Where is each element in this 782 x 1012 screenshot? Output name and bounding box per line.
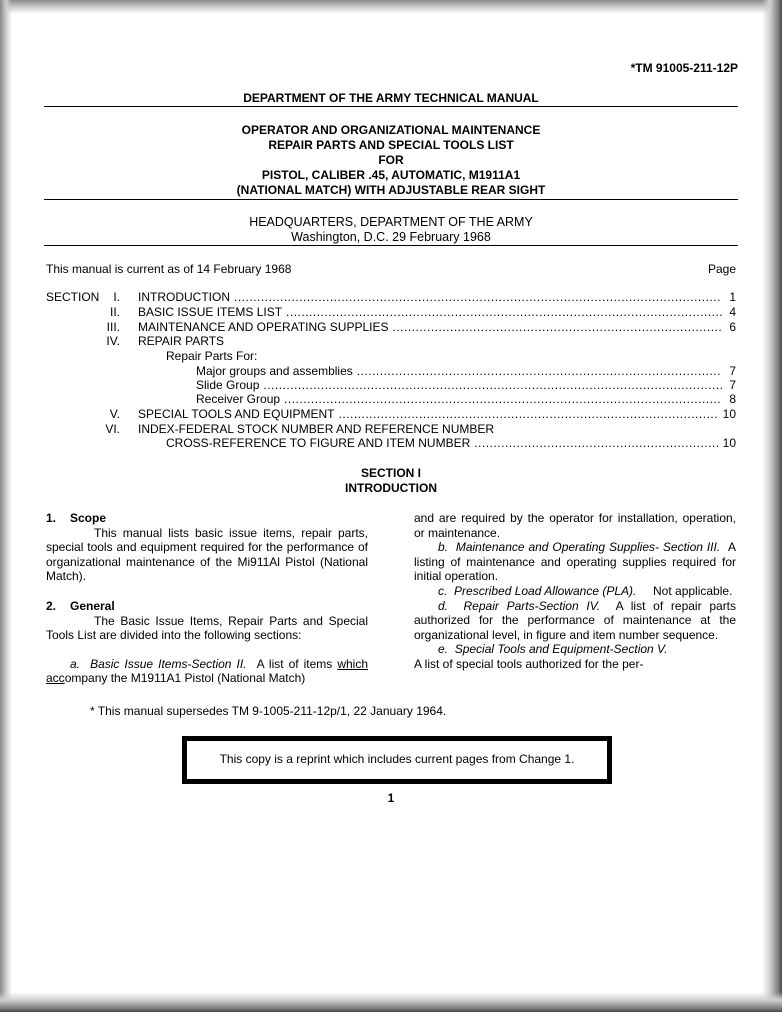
title-line: OPERATOR AND ORGANIZATIONAL MAINTENANCE bbox=[241, 123, 541, 137]
toc-title[interactable]: REPAIR PARTS bbox=[138, 334, 225, 348]
item-a-text-2: ompany the M1911A1 Pistol (National Match) bbox=[64, 671, 306, 686]
toc-page: 10 bbox=[722, 407, 736, 421]
reprint-notice: This copy is a reprint which includes current pages from Change 1. bbox=[219, 752, 575, 766]
scope-text: This manual lists basic issue items, repair parts, special tools and equipment required for the performance of organizational maintenance of the Mi911Al Pistol (National Match). bbox=[46, 525, 368, 584]
frame-top bbox=[0, 0, 782, 14]
scope-title: Scope bbox=[70, 511, 107, 525]
item-e-letter: e. bbox=[438, 642, 449, 657]
item-d-text: A list of repair parts authorized for the performance of maintenance at the organizational level, in figure and item number sequence. bbox=[414, 598, 737, 642]
section-label: SECTION bbox=[46, 290, 100, 304]
toc-subheading: Repair Parts For: bbox=[166, 349, 258, 363]
scope-number: 1. bbox=[46, 511, 57, 525]
rule-1 bbox=[44, 106, 738, 107]
toc-page: 6 bbox=[729, 320, 736, 334]
toc-entry[interactable] bbox=[138, 407, 736, 421]
frame-left bbox=[0, 0, 12, 1012]
place-date: Washington, D.C. 29 February 1968 bbox=[291, 230, 491, 244]
toc-entry[interactable] bbox=[138, 290, 736, 304]
toc-title: Major groups and assemblies bbox=[196, 364, 353, 378]
item-e-heading bbox=[414, 642, 736, 657]
toc-leader bbox=[393, 320, 723, 334]
item-c-letter: c. bbox=[438, 583, 448, 598]
reprint-notice-box bbox=[182, 736, 612, 784]
item-a bbox=[46, 657, 368, 686]
right-column bbox=[414, 511, 736, 672]
title-line: FOR bbox=[378, 153, 404, 167]
toc-leader bbox=[284, 392, 722, 406]
title-line: (NATIONAL MATCH) WITH ADJUSTABLE REAR SIGHT bbox=[236, 183, 546, 197]
hq-line: HEADQUARTERS, DEPARTMENT OF THE ARMY bbox=[249, 215, 533, 229]
item-d-title: Repair Parts-Section IV. bbox=[463, 598, 601, 613]
section-heading: SECTION I bbox=[360, 466, 421, 480]
scope-heading bbox=[46, 511, 368, 526]
toc-page: 8 bbox=[729, 392, 736, 406]
toc-leader bbox=[263, 378, 722, 392]
title-line: PISTOL, CALIBER .45, AUTOMATIC, M1911A1 bbox=[261, 168, 521, 182]
toc-leader bbox=[474, 436, 718, 450]
toc-page: 10 bbox=[722, 436, 736, 450]
toc-title: Slide Group bbox=[196, 378, 260, 392]
toc-roman: I. bbox=[113, 290, 120, 304]
toc-leader bbox=[286, 305, 722, 319]
headquarters bbox=[44, 215, 738, 245]
toc-entry[interactable] bbox=[196, 378, 736, 392]
frame-right bbox=[762, 0, 782, 1012]
toc-page: 7 bbox=[729, 378, 736, 392]
supersedes-note: * This manual supersedes TM 9-1005-211-12p/1, 22 January 1964. bbox=[90, 704, 447, 718]
item-b-text: A listing of maintenance and operating supplies required for initial operation. bbox=[414, 540, 736, 584]
toc-roman: II. bbox=[109, 305, 120, 319]
toc-title: MAINTENANCE AND OPERATING SUPPLIES bbox=[138, 320, 389, 334]
item-a-title: Basic Issue Items-Section II. bbox=[90, 656, 247, 671]
toc-leader bbox=[234, 290, 722, 304]
toc-roman: V. bbox=[109, 407, 120, 421]
toc-title: CROSS-REFERENCE TO FIGURE AND ITEM NUMBER bbox=[166, 436, 471, 450]
page-column-label: Page bbox=[707, 262, 736, 276]
item-e-title: Special Tools and Equipment-Section V. bbox=[454, 642, 668, 657]
rule-2 bbox=[44, 199, 738, 200]
item-d bbox=[414, 599, 736, 643]
manual-title bbox=[44, 123, 738, 198]
item-a-text: A list of items bbox=[256, 656, 333, 671]
page-number: 1 bbox=[387, 791, 395, 805]
item-c-text: Not applicable. bbox=[653, 583, 733, 598]
item-a-underlined: which acc bbox=[46, 656, 369, 686]
item-e-text: A list of special tools authorized for the per- bbox=[414, 656, 644, 671]
item-a-letter: a. bbox=[70, 656, 81, 671]
toc-title: Receiver Group bbox=[196, 392, 281, 406]
item-d-letter: d. bbox=[438, 598, 449, 613]
toc-entry[interactable] bbox=[138, 320, 736, 334]
department-title: DEPARTMENT OF THE ARMY TECHNICAL MANUAL bbox=[243, 91, 539, 105]
toc-entry[interactable] bbox=[196, 392, 736, 406]
toc-entry[interactable] bbox=[166, 436, 736, 450]
toc-page: 1 bbox=[729, 290, 736, 304]
toc-page: 4 bbox=[729, 305, 736, 319]
toc-entry[interactable] bbox=[138, 305, 736, 319]
frame-bottom bbox=[0, 992, 782, 1012]
toc-leader bbox=[357, 364, 722, 378]
general-heading bbox=[46, 599, 368, 614]
item-b-title: Maintenance and Operating Supplies- Section III. bbox=[455, 540, 721, 555]
toc-page: 7 bbox=[729, 364, 736, 378]
toc-entry[interactable] bbox=[196, 364, 736, 378]
general-text: The Basic Issue Items, Repair Parts and Special Tools List are divided into the following sections: bbox=[46, 613, 368, 643]
toc-leader bbox=[339, 407, 719, 421]
section-subheading: INTRODUCTION bbox=[345, 481, 437, 495]
item-c-title: Prescribed Load Allowance (PLA). bbox=[454, 583, 637, 598]
tm-number: *TM 91005-211-12P bbox=[630, 61, 738, 75]
left-column bbox=[46, 511, 368, 686]
item-b-letter: b. bbox=[438, 540, 449, 555]
item-c bbox=[414, 584, 736, 599]
toc-title: SPECIAL TOOLS AND EQUIPMENT bbox=[138, 407, 335, 421]
toc-title: BASIC ISSUE ITEMS LIST bbox=[138, 305, 283, 319]
title-line: REPAIR PARTS AND SPECIAL TOOLS LIST bbox=[268, 138, 514, 152]
toc-roman: VI. bbox=[105, 422, 120, 436]
item-a-continued: and are required by the operator for installation, operation, or maintenance. bbox=[414, 511, 736, 540]
rule-3 bbox=[44, 245, 738, 246]
toc-roman: III. bbox=[106, 320, 120, 334]
toc-title[interactable]: INDEX-FEDERAL STOCK NUMBER AND REFERENCE NUMBER bbox=[138, 422, 495, 436]
general-number: 2. bbox=[46, 598, 57, 613]
toc-title: INTRODUCTION bbox=[138, 290, 230, 304]
item-b bbox=[414, 540, 736, 584]
toc-roman: IV. bbox=[106, 334, 120, 348]
current-as-of: This manual is current as of 14 February 1968 bbox=[46, 262, 292, 276]
general-title: General bbox=[70, 598, 115, 613]
